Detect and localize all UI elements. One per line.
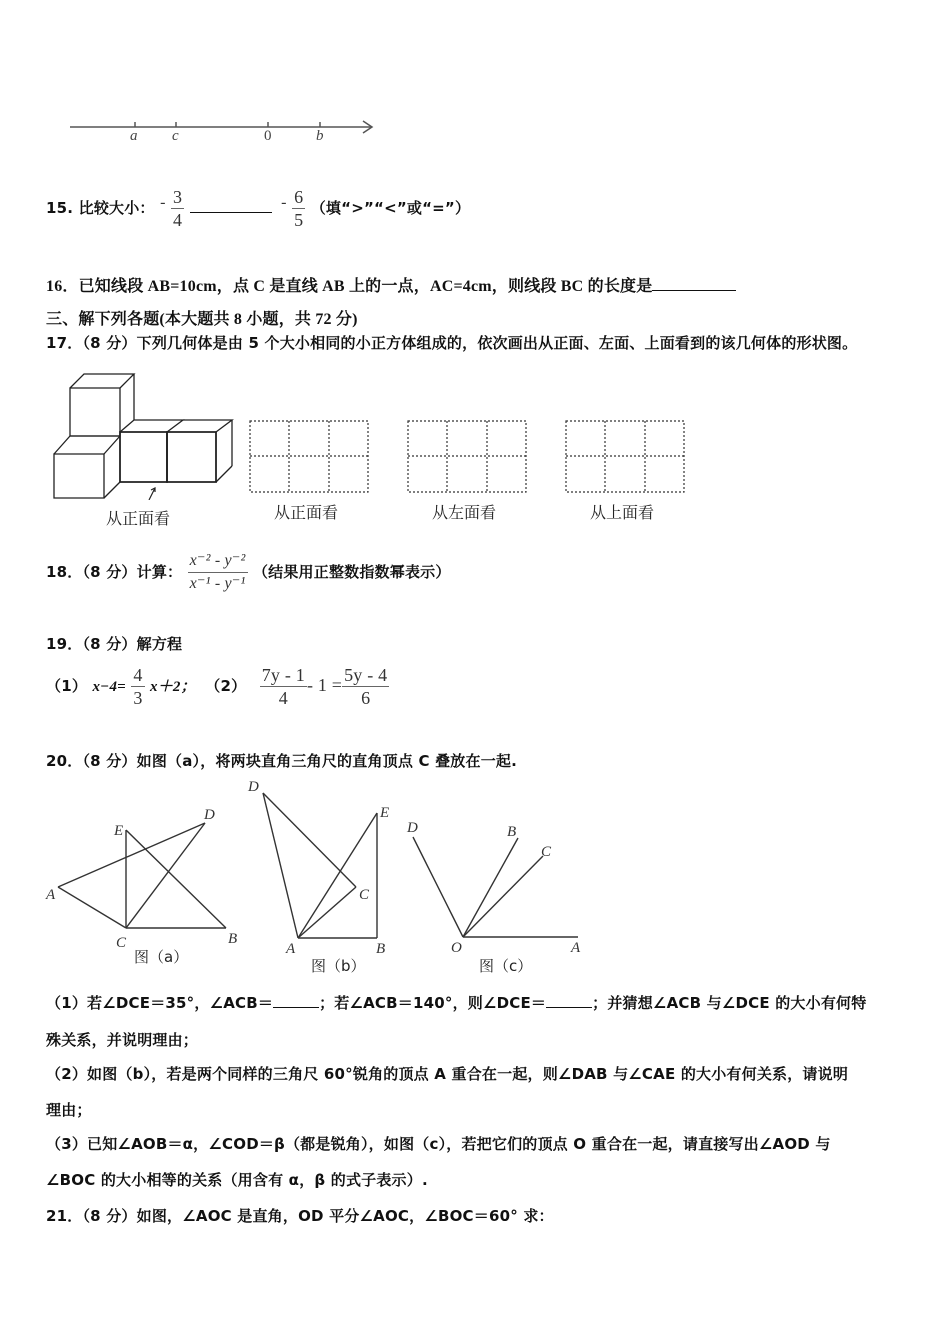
- number-line-label-0: 0: [264, 128, 272, 144]
- svg-text:B: B: [507, 824, 517, 840]
- q19-part1-fraction: $\frac{4}{3}$: [133, 665, 143, 708]
- svg-text:D: D: [407, 820, 418, 836]
- svg-text:C: C: [541, 844, 552, 860]
- cube-solid-figure: [50, 370, 240, 500]
- front-view-caption: 从正面看: [274, 503, 339, 522]
- number-line-label-c: c: [172, 128, 179, 144]
- svg-text:A: A: [286, 941, 296, 957]
- svg-text:C: C: [359, 887, 370, 903]
- q15-fraction-2: $\frac{6}{5}$: [294, 187, 304, 230]
- question-21: 21．（8 分）如图，∠AOC 是直角，OD 平分∠AOC，∠BOC＝60° 求：: [46, 1207, 554, 1225]
- figure-b: [240, 775, 400, 975]
- q19-part2-prefix: （2）: [205, 677, 247, 695]
- svg-text:A: A: [46, 887, 56, 903]
- q15-answer-blank[interactable]: [190, 212, 272, 213]
- cube-solid-caption: 从正面看: [106, 509, 171, 528]
- q15-prefix: 比较大小：: [78, 199, 155, 217]
- q15-suffix: （填“>”“<”或“=”）: [310, 199, 471, 217]
- q19-part2-fraction-1: $\frac{7y - 1}{4}$: [261, 665, 305, 708]
- figure-b-caption: 图（b）: [311, 957, 366, 975]
- svg-text:D: D: [204, 807, 215, 823]
- number-line: [60, 110, 390, 155]
- q20-part1-line1: （1）若∠DCE＝35°，∠ACB＝ ；若∠ACB＝140°，则∠DCE＝ ；并猜想∠ACB 与∠DCE 的大小有何特: [46, 994, 867, 1012]
- figure-c-caption: 图（c）: [479, 957, 533, 975]
- figure-a: [40, 775, 250, 975]
- question-19-parts: [46, 664, 389, 709]
- svg-text:E: E: [114, 823, 124, 839]
- top-view-grid[interactable]: [565, 420, 687, 494]
- svg-text:B: B: [376, 941, 386, 957]
- left-view-grid[interactable]: [407, 420, 529, 494]
- q18-suffix: （结果用正整数指数幂表示）: [252, 563, 451, 581]
- left-view-caption: 从左面看: [432, 503, 497, 522]
- section-3-heading: 三、解下列各题(本大题共 8 小题，共 72 分): [46, 311, 358, 328]
- q19-part2-fraction-2: $\frac{5y - 4}{6}$: [344, 665, 388, 708]
- q15-number: 15.: [46, 199, 74, 217]
- q15-sign-2: -: [281, 194, 287, 211]
- q20-acb-blank[interactable]: [273, 1007, 319, 1008]
- q15-fraction-1: $\frac{3}{4}$: [173, 187, 183, 230]
- q16-answer-blank[interactable]: [652, 290, 736, 291]
- q16-text: 16．已知线段 AB=10cm，点 C 是直线 AB 上的一点，AC=4cm，则线段 BC 的长度是: [46, 278, 653, 295]
- front-view-grid[interactable]: [249, 420, 371, 494]
- question-16: [46, 273, 736, 296]
- question-17: 17．（8 分）下列几何体是由 5 个大小相同的小正方体组成的，依次画出从正面、左面、上面看到的该几何体的形状图。: [46, 334, 858, 352]
- top-view-caption: 从上面看: [590, 503, 655, 522]
- question-15: [46, 186, 470, 231]
- number-line-label-b: b: [316, 128, 324, 144]
- question-18: [46, 550, 451, 595]
- svg-text:B: B: [228, 931, 238, 947]
- svg-text:D: D: [248, 779, 259, 795]
- figure-a-caption: 图（a）: [134, 948, 189, 966]
- q19-part1-prefix: （1）: [46, 677, 88, 695]
- q20-part2-line2: 理由；: [46, 1101, 92, 1119]
- q18-fraction: $\frac{\text{x⁻² - y⁻²}}{\text{x⁻¹ - y⁻¹}}$: [189, 552, 246, 592]
- svg-text:A: A: [571, 940, 581, 956]
- svg-text:E: E: [380, 805, 390, 821]
- q19-part1-lhs: x−4=: [92, 679, 126, 695]
- q20-part3-line1: （3）已知∠AOB＝α，∠COD＝β（都是锐角），如图（c），若把它们的顶点 O 重合在一起，请直接写出∠AOD 与: [46, 1135, 831, 1153]
- q19-part1-rhs: x＋2；: [150, 679, 196, 695]
- number-line-label-a: a: [130, 128, 138, 144]
- q18-prefix: 18．（8 分）计算：: [46, 563, 183, 581]
- q19-part2-mid: - 1 =: [306, 675, 343, 695]
- question-19-title: 19．（8 分）解方程: [46, 635, 183, 653]
- question-20: 20．（8 分）如图（a），将两块直角三角尺的直角顶点 C 叠放在一起.: [46, 752, 518, 770]
- q20-part2-line1: （2）如图（b），若是两个同样的三角尺 60°锐角的顶点 A 重合在一起，则∠DAB 与∠CAE 的大小有何关系，请说明: [46, 1065, 849, 1083]
- q15-sign-1: -: [160, 194, 166, 211]
- q20-part1-line2: 殊关系，并说明理由；: [46, 1031, 199, 1049]
- q20-dce-blank[interactable]: [546, 1007, 592, 1008]
- svg-text:O: O: [451, 940, 462, 956]
- q20-part3-line2: ∠BOC 的大小相等的关系（用含有 α，β 的式子表示）.: [46, 1171, 428, 1189]
- svg-text:C: C: [116, 935, 127, 951]
